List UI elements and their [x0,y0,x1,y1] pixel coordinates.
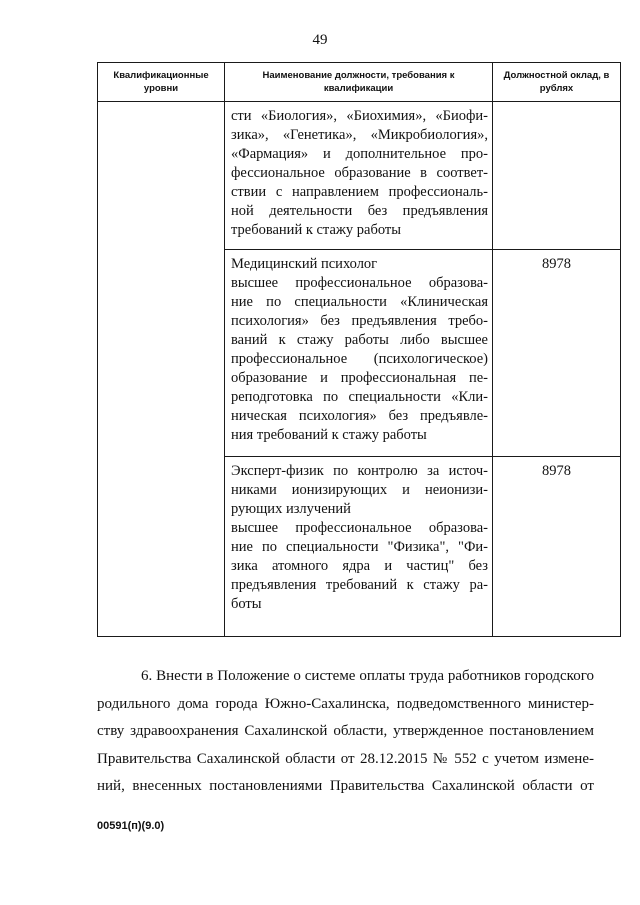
position-line: зика атомного ядра и частиц" без [231,558,488,574]
table-row [98,102,621,250]
position-line: реподготовка по специальности «Кли- [231,389,488,405]
position-line: фессиональное образование в соответ- [231,165,488,181]
position-title: никами ионизирующих и неионизи- [231,482,488,498]
position-line: высшее профессиональное образова- [231,275,488,291]
position-line: требований к стажу работы [231,222,401,238]
position-line: образование и профессиональная пе- [231,370,488,386]
position-line: ние по специальности "Физика", "Фи- [231,539,488,555]
position-title: рующих излучений [231,501,351,517]
header-position-requirements: Наименование должности, требования к квалификации [225,63,493,102]
position-cell [225,457,493,637]
page-number: 49 [312,32,328,48]
salary-table [97,62,621,637]
header-qualification-levels: Квалификационные уровни [98,63,225,102]
header-salary: Должностной оклад, в рублях [493,63,621,102]
position-line: ствии с направлением профессиональ- [231,184,488,200]
clause-line: родильного дома города Южно-Сахалинска, подведомственного министер- [97,695,594,712]
position-line: ваний к стажу работы либо высшее [231,332,488,348]
table-header-row [98,63,621,102]
clause-line: ний, внесенных постановлениями Правительства Сахалинской области от [97,778,594,794]
position-line: высшее профессиональное образова- [231,520,488,536]
position-line: профессиональное (психологическое) [231,351,488,367]
position-line: ния требований к стажу работы [231,427,427,443]
position-line: психология» без предъявления требо- [231,313,488,329]
qualification-level-cell [98,102,225,637]
position-title: Эксперт-физик по контролю за источ- [231,463,488,479]
position-line: «Фармация» и дополнительное про- [231,146,488,162]
position-line: боты [231,596,262,612]
position-cell [225,102,493,250]
position-line: ническая психология» без предъявле- [231,408,488,424]
clause-paragraph [97,663,594,801]
salary-cell: 8978 [493,457,621,637]
salary-cell: 8978 [493,250,621,457]
salary-cell [493,102,621,250]
clause-line: ству здравоохранения Сахалинской области, утвержденное постановлением [97,723,594,739]
position-line: предъявления требований к стажу ра- [231,577,488,593]
clause-line: 6. Внести в Положение о системе оплаты труда работников городского [141,668,594,684]
position-title: Медицинский психолог [231,256,378,272]
position-line: сти «Биология», «Биохимия», «Биофи- [231,108,488,124]
clause-line: Правительства Сахалинской области от 28.12.2015 № 552 с учетом измене- [97,750,594,767]
position-line: ной деятельности без предъявления [231,203,488,219]
document-code: 00591(п)(9.0) [97,820,165,832]
position-cell [225,250,493,457]
position-line: ние по специальности «Клиническая [231,294,488,310]
position-line: зика», «Генетика», «Микробиология», [231,127,488,143]
